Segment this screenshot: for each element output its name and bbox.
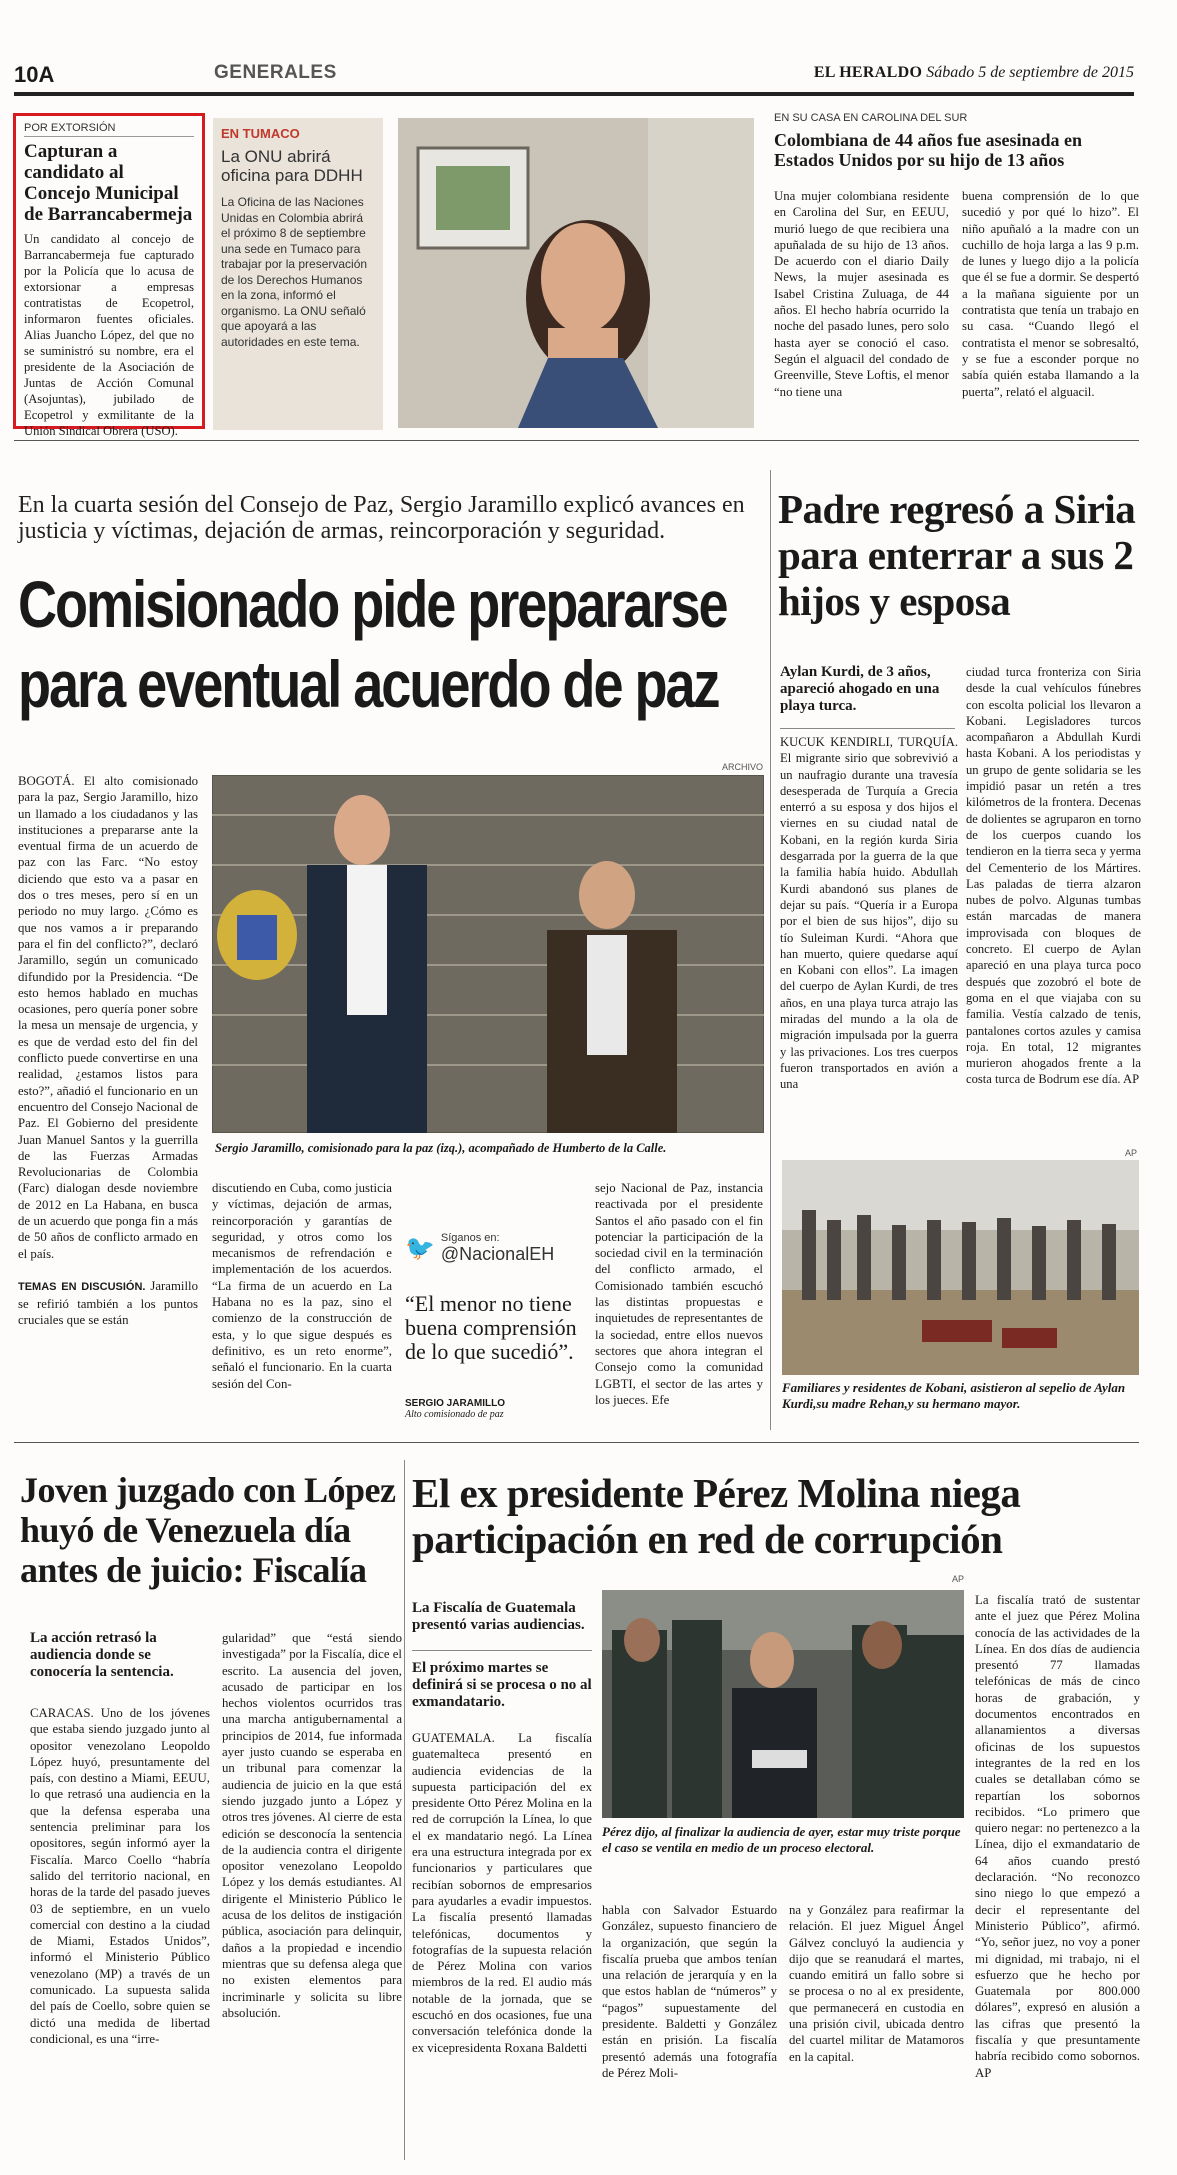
peace-col-2: discutiendo en Cuba, como justicia y víctimas, dejación de armas, reincorporación y garantías de seguridad, y otros como los mecanismos de refrendación e implementación de los acuerdos. “La firma de un acuerdo en La Habana no es la paz, sino el comienzo de la construcción de esta, y lo que sigue después es definitivo, es un reto enorme”, señaló el funcionario. En la cuarta sesión del Con-	[212, 1181, 392, 1391]
perez-col-1: GUATEMALA. La fiscalía guatemalteca presentó en audiencia evidencias de la supuesta participación del ex presidente Otto Pérez Molina en la red de corrupción la Línea, lo que el ex mandatario negó. La Línea era una estructura integrada por ex funcionarios y particulares que recibían sobornos de empresarios para ayudarles a evadir impuestos. La fiscalía presentó llamadas telefónicas, documentos y fotografías de la supuesta relación de Pérez Molina con varios miembros de la red. El audio más notable de la jornada, que se escuchó en dos ocasiones, fue una conversación telefónica donde la ex vicepresidenta Roxana Baldetti	[412, 1731, 592, 2055]
paper-masthead	[814, 64, 1134, 82]
carolina-col-2: buena comprensión de lo que sucedió y por qué lo hizo”. El niño apuñaló a la madre con un cuchillo de hoja larga a las 9 p.m. de lunes y luego dijo a la policía que él se fue a dormir. Se despertó a la mañana siguiente por un contratista que tenía un trabajo en su casa. “Cuando llegó el contratista el menor se sobresaltó, y se fue a esconder porque no sabía quién estaba llamando a la puerta”, relató el alguacil.	[962, 189, 1139, 399]
peace-subhead: TEMAS EN DISCUSIÓN.	[18, 1281, 146, 1294]
carolina-col-1: Una mujer colombiana residente en Carolina del Sur, en EEUU, murió luego de que recibiera una apuñalada de su hijo de 13 años. De acuerdo con el diario Daily News, la mujer asesinada es Isabel Cristina Zuluaga, de 44 años. El hecho habría ocurrido la noche del pasado lunes, pero solo hasta ayer se conoció el caso. Según el alguacil del condado de Greenville, Steve Loftis, el menor “no tiene una	[774, 189, 949, 399]
lopez-col-2: gularidad” que “está siendo investigada” por la Fiscalía, dice el escrito. La ausencia del joven, acusado de participar en los hechos violentos ocurridos tras una marcha antigubernamental a principios de 2014, fue informada ayer justo cuando se esperaba en un tribunal para comenzar la audiencia de juicio en la que está siendo juzgado junto a López y otros tres jóvenes. Al cierre de esta edición se desconocía la sentencia de la audiencia contra el dirigente opositor venezolano Leopoldo López y los demás estudiantes. Al dirigente el Ministerio Público le acusa de los delitos de instigación pública, asociación para delinquir, daños a la propiedad e incendio mientras que su defensa alega que no existen elementos para incriminarle y solicita su libre absolución.	[222, 1631, 402, 2020]
quote-role: Alto comisionado de paz	[405, 1409, 504, 1420]
victim-photo	[398, 118, 754, 428]
perez-col-4: La fiscalía trató de sustentar ante el juez que Pérez Molina conocía de las actividades de la Línea. En dos días de audiencia presentó 77 llamadas telefónicas de más de cinco horas de grabación, y documentos encontrados en allanamientos a diversas oficinas de los supuestos integrantes de la red en los cuales se detallaban cómo se repartían los sobornos recibidos. “Lo primero que quiero negar: no pertenezco a la Línea, dijo el exmandatario de 64 años cuando prestó declaración. “No reconozco sino niego lo que empezó a decir el representante del Ministerio Público”, afirmó. “Yo, señor juez, no voy a poner mi dignidad, mi trabajo, ni el esfuerzo que he hecho por Guatemala por 800.000 dólares”, expresó en alusión a las cifras que presentó la fiscalía y que presuntamente habría recibido como sobornos. AP	[975, 1593, 1140, 2080]
divider	[14, 1442, 1139, 1443]
page-header	[14, 62, 1134, 96]
lopez-col-1: CARACAS. Uno de los jóvenes que estaba siendo juzgado junto al opositor venezolano Leopoldo López huyó, presuntamente del país, con destino a Miami, EEUU, lo que retrasó una audiencia en la que la defensa esperaba una sentencia preliminar para los opositores, según informó ayer la Fiscalía. Marco Coello “habría salido del territorio nacional, en horas de la tarde del pasado jueves 03 de septiembre, en un vuelo comercial con destino a la ciudad de Miami, Estados Unidos”, informó el Ministerio Público venezolano (MP) a través de un comunicado. La supuesta salida del país de Coello, sobre quien se dictó una medida de libertad condicional, es una “irre-	[30, 1706, 210, 2046]
syria-headline: Padre regresó a Siria para enterrar a sus 2 hijos y esposa	[778, 486, 1136, 624]
twitter-handle: @NacionalEH	[440, 1244, 555, 1264]
twitter-follow-text: Síganos en:	[440, 1232, 500, 1244]
section-name: GENERALES	[214, 62, 337, 83]
extortion-brief	[13, 113, 205, 438]
tumaco-brief	[213, 118, 383, 430]
lopez-headline: Joven juzgado con López huyó de Venezuela día antes de juicio: Fiscalía	[20, 1470, 396, 1590]
carolina-article	[774, 112, 1139, 170]
divider	[412, 1650, 592, 1651]
peace-deck: En la cuarta sesión del Consejo de Paz, Sergio Jaramillo explicó avances en justicia y víctimas, dejación de armas, reincorporación y seguridad.	[18, 492, 745, 544]
peace-headline-2: para eventual acuerdo de paz	[18, 647, 719, 721]
extortion-body: Un candidato al concejo de Barrancabermeja fue capturado por la Policía que lo acusa de extorsionar a empresas contratistas de Ecopetrol, informaron fuentes oficiales. Alias Juancho López, del que no se suministró su nombre, era el presidente de la Asociación de Juntas de Acción Comunal (Asojuntas), jubilado de Ecopetrol y exmilitante de la Unión Sindical Obrera (USO).	[24, 232, 194, 438]
syria-col-1: KUCUK KENDIRLI, TURQUÍA. El migrante sirio que sobrevivió a un naufragio durante una travesía desesperada de Turquía a Grecia enterró a su esposa y dos hijos el viernes en su ciudad natal de Kobani, en la región kurda Siria desgarrada por la guerra de la que la familia había huido. Abdullah Kurdi abandonó sus planes de dejar su país. “Quería ir a Europa por el bien de sus hijos”, dijo su tío Suleiman Kurdi. “Ahora que han muerto, quiere quedarse aquí en Kobani con ellos”. La imagen del cuerpo de Aylan Kurdi, de tres años, en una playa turca atrajo las miradas del mundo a la ola de migración impulsada por la guerra y las privaciones. Los tres cuerpos fueron transportados en avión a una	[780, 735, 958, 1092]
peace-photo-credit: ARCHIVO	[722, 762, 764, 772]
quote-attribution	[405, 1398, 585, 1420]
carolina-title: Colombiana de 44 años fue asesinada en Estados Unidos por su hijo de 13 años	[774, 130, 1083, 170]
extortion-kicker: POR EXTORSIÓN	[24, 122, 194, 137]
perez-caption: Pérez dijo, al finalizar la audiencia de ayer, estar muy triste porque el caso se ventila en medio de un proceso electoral.	[602, 1824, 961, 1855]
divider	[780, 728, 955, 729]
column-divider	[404, 1460, 405, 2160]
twitter-bird-icon: 🐦	[405, 1235, 435, 1262]
tumaco-title: La ONU abrirá oficina para DDHH	[221, 147, 363, 185]
quote-author: SERGIO JARAMILLO	[405, 1398, 506, 1409]
column-divider	[770, 470, 771, 1430]
syria-col-2: ciudad turca fronteriza con Siria desde la cual vehículos fúnebres con escolta policial los llevaron a Kobani. Legisladores turcos acompañaron a Abdullah Kurdi hasta Kobani. A los periodistas y un grupo de gente solidaria se les impidió pasar un retén a tres kilómetros de la frontera. Decenas de dolientes se agruparon en torno de los cuerpos cuando los tendieron en la tierra seca y yerma del Cementerio de los Mártires. Las paladas de tierra alzaron nubes de polvo. Algunas tumbas están marcadas de manera improvisada con bloques de concreto. El cuerpo de Aylan apareció en una playa turca poco después que zozobró el bote de goma en el que viajaba con su familia. Vestía calzado de tenis, pantalones cortos azules y camisa roja. En total, 12 migrantes murieron ahogados frente a la costa turca de Bodrum ese día. AP	[966, 665, 1141, 1087]
carolina-kicker: EN SU CASA EN CAROLINA DEL SUR	[774, 112, 968, 124]
perez-photo-credit: AP	[952, 1574, 965, 1584]
tumaco-label: EN TUMACO	[221, 126, 300, 141]
peace-headline-1: Comisionado pide prepararse	[18, 567, 727, 641]
paper-name: EL HERALDO	[813, 64, 923, 81]
page-number: 10A	[14, 62, 55, 87]
perez-subdeck-2: El próximo martes se definirá si se procesa o no al exmandatario.	[412, 1660, 592, 1710]
perez-photo	[602, 1590, 964, 1818]
extortion-title: Capturan a candidato al Concejo Municipal de Barrancabermeja	[24, 141, 193, 225]
syria-caption: Familiares y residentes de Kobani, asistieron al sepelio de Aylan Kurdi,su madre Rehan,y su hermano mayor.	[782, 1380, 1126, 1411]
perez-col-2: habla con Salvador Estuardo González, supuesto financiero de la organización, que según la fiscalía prueba que ambos tenían una relación de jerarquía y en la que estos hablan de “números” y “pagos” supuestamente del presidente. Baldetti y González están en prisión. La fiscalía presentó además una fotografía de Pérez Moli-	[602, 1903, 777, 2080]
issue-date: Sábado 5 de septiembre de 2015	[926, 64, 1134, 81]
peace-col-1-end: Jaramillo se refirió también a los puntos cruciales que se están	[18, 1279, 198, 1327]
lopez-subdeck: La acción retrasó la audiencia donde se conocería la sentencia.	[30, 1630, 174, 1680]
syria-photo-credit: AP	[1125, 1148, 1138, 1158]
divider	[14, 440, 1139, 441]
twitter-promo[interactable]	[405, 1232, 575, 1265]
tumaco-body: La Oficina de las Naciones Unidas en Colombia abrirá el próximo 8 de septiembre una sede en Tumaco para trabajar por la preservación de los Derechos Humanos en la zona, informó el organismo. La ONU señaló que apoyará a las autoridades en este tema.	[221, 195, 368, 349]
perez-subdeck-1: La Fiscalía de Guatemala presentó varias audiencias.	[412, 1600, 585, 1633]
peace-col-3: sejo Nacional de Paz, instancia reactivada por el presidente Santos el año pasado con el fin potenciar la participación de la sociedad civil en la terminación del conflicto armado, el Comisionado también escuchó las distintas propuestas e inquietudes de representantes de la sociedad, entre ellos nuevos sectores que ahora integran el Consejo como la comunidad LGBTI, el sector de las artes y los jueces. Efe	[595, 1181, 763, 1407]
peace-col-1	[18, 773, 198, 1328]
peace-col-1-text: BOGOTÁ. El alto comisionado para la paz, Sergio Jaramillo, hizo un llamado a los ciudadanos y las instituciones a prepararse ante la eventual firma de un acuerdo de paz con las Farc. “No estoy diciendo que esto va a pasar en dos o tres meses, pero sí en un periodo no muy largo. ¿Cómo es que nos vamos a ir preparando para el fin del conflicto?”, declaró Jaramillo, según un comunicado difundido por la Presidencia. “De esto hemos hablado en muchas ocasiones, pero quería poner sobre la mesa un mensaje de urgencia, y es que de verdad esto del fin del conflicto puede convertirse en una realidad, ¿estamos listos para esto?”, añadió el funcionario en un encuentro del Consejo Nacional de Paz. El Gobierno del presidente Juan Manuel Santos y la guerrilla de las Fuerzas Armadas Revolucionarias de Colombia (Farc) dialogan desde noviembre de 2012 en La Habana, en busca de un acuerdo que ponga fin a más de 50 años de conflicto armado en el país.	[18, 774, 198, 1261]
perez-headline: El ex presidente Pérez Molina niega participación en red de corrupción	[412, 1470, 1021, 1562]
syria-photo	[782, 1160, 1139, 1375]
perez-col-3: na y González para reafirmar la relación. El juez Miguel Ángel Gálvez concluyó la audiencia y dijo que se reanudará el martes, cuando emitirá un fallo sobre si se procesa o no al ex presidente, que permanecerá en custodia en una prisión civil, ubicada dentro del cuartel militar de Matamoros en la capital.	[789, 1903, 964, 2064]
peace-caption: Sergio Jaramillo, comisionado para la paz (izq.), acompañado de Humberto de la Calle.	[215, 1141, 667, 1155]
peace-photo	[212, 775, 764, 1133]
pull-quote: “El menor no tiene buena comprensión de lo que sucedió”.	[405, 1291, 577, 1364]
syria-subdeck: Aylan Kurdi, de 3 años, apareció ahogado en una playa turca.	[780, 664, 940, 714]
